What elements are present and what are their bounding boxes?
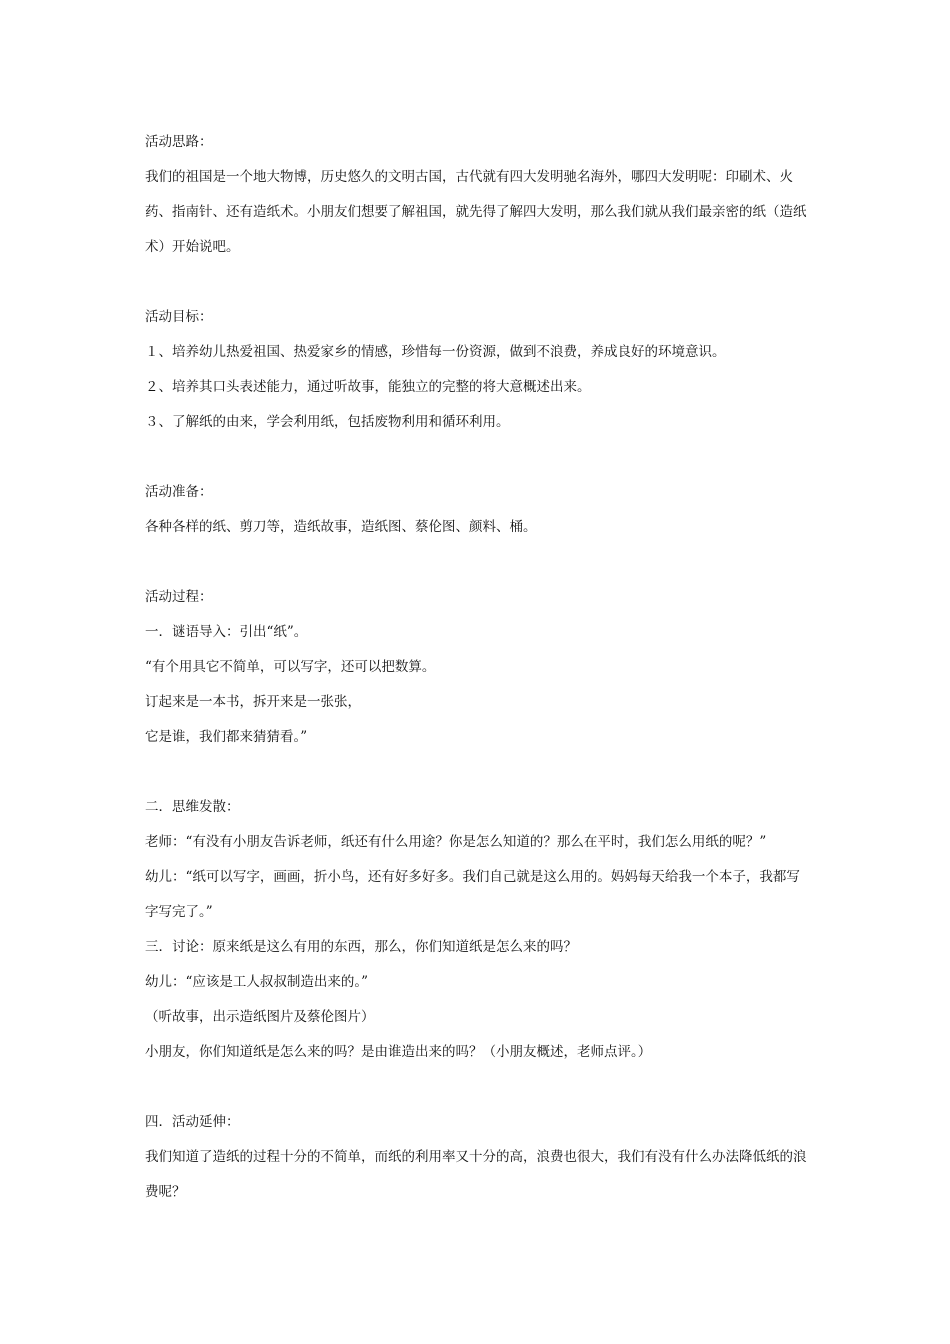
goal-item: ２、培养其口头表述能力，通过听故事，能独立的完整的将大意概述出来。 <box>145 379 591 395</box>
extension-body: 我们知道了造纸的过程十分的不简单，而纸的利用率又十分的高，浪费也很大，我们有没有什么办法降低纸的浪费呢？ <box>145 1149 807 1200</box>
spacer <box>145 265 810 300</box>
riddle-line: 订起来是一本书，拆开来是一张张， <box>145 694 361 710</box>
preparation-heading: 活动准备： <box>145 484 213 500</box>
preparation-body: 各种各样的纸、剪刀等，造纸故事，造纸图、蔡伦图、颜料、桶。 <box>145 519 537 535</box>
step4-title: 四．活动延伸： <box>145 1114 240 1130</box>
spacer <box>145 545 810 580</box>
spacer <box>145 440 810 475</box>
riddle-line: 它是谁，我们都来猜猜看。” <box>145 729 308 745</box>
spacer <box>145 755 810 790</box>
teacher-line: 老师：“有没有小朋友告诉老师，纸还有什么用途？你是怎么知道的？那么在平时，我们怎么用纸的呢？” <box>145 834 767 850</box>
riddle-line: “有个用具它不简单，可以写字，还可以把数算。 <box>145 659 436 675</box>
process-heading: 活动过程： <box>145 589 213 605</box>
question-line: 小朋友，你们知道纸是怎么来的吗？是由谁造出来的吗？（小朋友概述，老师点评。） <box>145 1044 652 1060</box>
goal-item: １、培养幼儿热爱祖国、热爱家乡的情感，珍惜每一份资源，做到不浪费，养成良好的环境意识。 <box>145 344 726 360</box>
goal-item: ３、了解纸的由来，学会利用纸，包括废物利用和循环利用。 <box>145 414 510 430</box>
spacer <box>145 1070 810 1105</box>
step1-title: 一．谜语导入：引出“纸”。 <box>145 624 308 640</box>
goals-heading: 活动目标： <box>145 309 213 325</box>
child-answer: 幼儿：“应该是工人叔叔制造出来的。” <box>145 974 369 990</box>
step2-title: 二．思维发散： <box>145 799 240 815</box>
child-line: 幼儿：“纸可以写字，画画，折小鸟，还有好多好多。我们自己就是这么用的。妈妈每天给我一个本子，我都写字写完了。” <box>145 869 800 920</box>
document-content <box>145 125 810 1210</box>
step3-title: 三．讨论：原来纸是这么有用的东西，那么，你们知道纸是怎么来的吗？ <box>145 939 577 955</box>
story-note: （听故事，出示造纸图片及蔡伦图片） <box>145 1009 375 1025</box>
thinking-heading: 活动思路： <box>145 134 213 150</box>
thinking-body: 我们的祖国是一个地大物博，历史悠久的文明古国，古代就有四大发明驰名海外，哪四大发明呢：印刷术、火药、指南针、还有造纸术。小朋友们想要了解祖国，就先得了解四大发明，那么我们就从我们最亲密的纸（造纸术）开始说吧。 <box>145 169 807 255</box>
